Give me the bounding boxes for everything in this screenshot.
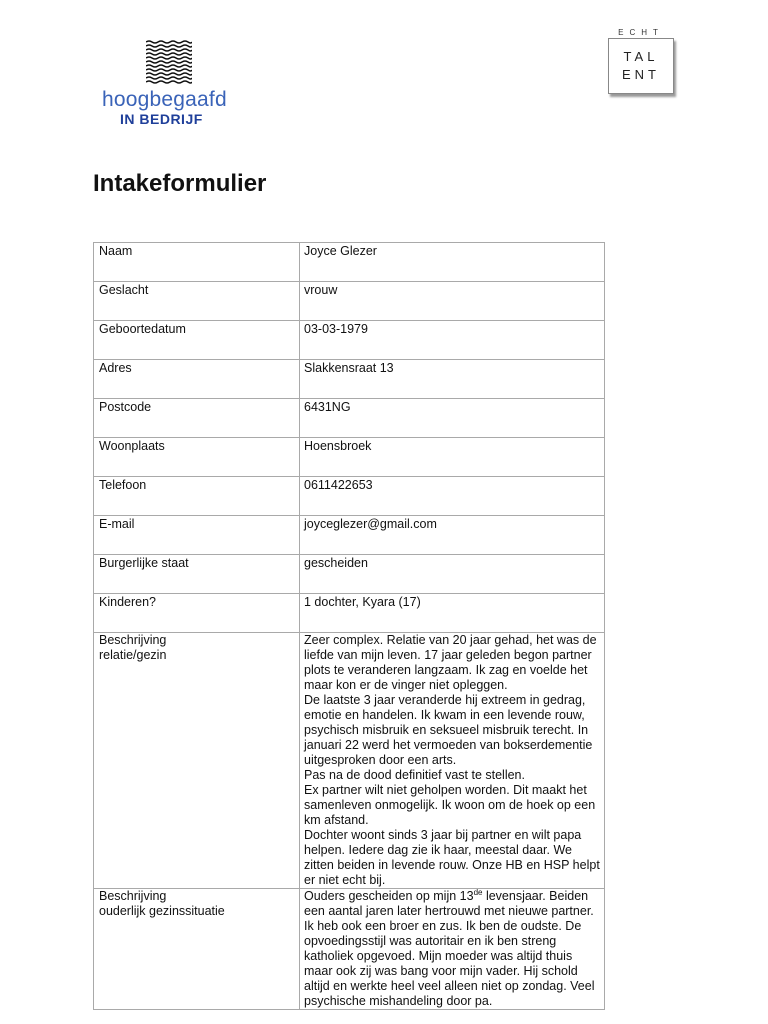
ouderlijk-description <box>300 889 605 1010</box>
table-row <box>94 438 605 477</box>
table-row <box>94 243 605 282</box>
logo-line1: TAL <box>623 49 659 64</box>
logo-echt-talent <box>608 28 676 96</box>
field-label: Telefoon <box>94 477 300 516</box>
field-label: Naam <box>94 243 300 282</box>
table-row-ouderlijk <box>94 889 605 1010</box>
field-label: Postcode <box>94 399 300 438</box>
field-label <box>94 889 300 1010</box>
field-label: Adres <box>94 360 300 399</box>
field-label: Geslacht <box>94 282 300 321</box>
ouderlijk-text-start: Ouders gescheiden op mijn 13 <box>304 889 474 903</box>
table-row <box>94 360 605 399</box>
field-label: Kinderen? <box>94 594 300 633</box>
page-title: Intakeformulier <box>93 170 267 197</box>
field-value: Slakkensraat 13 <box>300 360 605 399</box>
table-row-relatie <box>94 633 605 889</box>
table-row <box>94 516 605 555</box>
table-row <box>94 477 605 516</box>
label-line: Beschrijving <box>99 633 167 647</box>
ouderlijk-text-rest: levensjaar. Beiden een aantal jaren later hertrouwd met nieuwe partner. Ik heb ook een broer en zus. Ik ben de oudste. De opvoedingsstijl was autoritair en ik ben streng katholiek opgevoed. Mijn moeder was altijd thuis maar ook zij was bang voor mijn vader. Hij schold altijd en werkte heel veel alleen niet op zondag. Veel psychische mishandeling door pa. <box>304 889 595 1008</box>
logo-box <box>608 38 674 94</box>
table-row <box>94 399 605 438</box>
table-row <box>94 321 605 360</box>
logo-line2: ENT <box>622 67 660 82</box>
field-label: Geboortedatum <box>94 321 300 360</box>
logo-top-text: ECHT <box>618 28 664 37</box>
field-value: 1 dochter, Kyara (17) <box>300 594 605 633</box>
field-value: Hoensbroek <box>300 438 605 477</box>
field-label <box>94 633 300 889</box>
field-value: 6431NG <box>300 399 605 438</box>
field-value: vrouw <box>300 282 605 321</box>
intake-form-table <box>93 242 605 1010</box>
wave-pattern-icon <box>146 40 192 84</box>
table-row <box>94 594 605 633</box>
field-value: gescheiden <box>300 555 605 594</box>
logo-hoogbegaafd <box>100 40 240 128</box>
label-line: ouderlijk gezinssituatie <box>99 904 225 918</box>
ordinal-suffix: de <box>473 887 483 897</box>
field-value: Joyce Glezer <box>300 243 605 282</box>
relatie-description: Zeer complex. Relatie van 20 jaar gehad, het was de liefde van mijn leven. 17 jaar geleden begon partner plots te veranderen langzaam. Ik zag en voelde het maar kon er de vinger niet opleggen. De laatste 3 jaar veranderde hij extreem in gedrag, emotie en handelen. Ik kwam in een levende rouw, psychisch misbruik en seksueel misbruik terecht. In januari 22 werd het vermoeden van bokserdementie uitgesproken door een arts. Pas na de dood definitief vast te stellen. Ex partner wilt niet geholpen worden. Dit maakt het samenleven onmogelijk. Ik woon om de hoek op een km afstand. Dochter woont sinds 3 jaar bij partner en wilt papa helpen. Iedere dag zie ik haar, meestal daar. We zitten beiden in levende rouw. Onze HB en HSP helpt er niet echt bij. <box>300 633 605 889</box>
label-line: relatie/gezin <box>99 648 167 662</box>
field-value: 03-03-1979 <box>300 321 605 360</box>
logo-word: hoogbegaafd <box>102 88 227 111</box>
field-label: Burgerlijke staat <box>94 555 300 594</box>
field-label: E-mail <box>94 516 300 555</box>
field-value: joyceglezer@gmail.com <box>300 516 605 555</box>
table-row <box>94 555 605 594</box>
field-label: Woonplaats <box>94 438 300 477</box>
label-line: Beschrijving <box>99 889 167 903</box>
field-value: 0611422653 <box>300 477 605 516</box>
table-row <box>94 282 605 321</box>
logo-subtitle: IN BEDRIJF <box>120 111 203 127</box>
